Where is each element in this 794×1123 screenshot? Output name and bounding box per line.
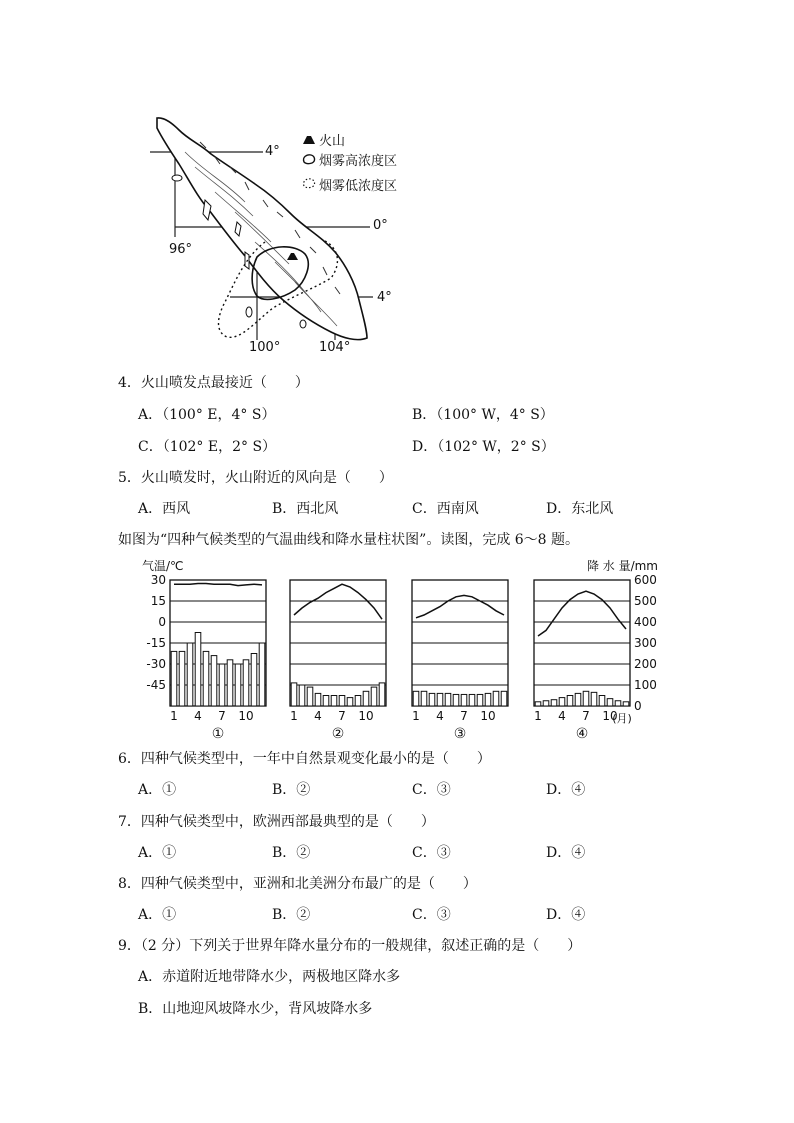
precip-bar xyxy=(291,683,297,706)
precip-tick-label: 400 xyxy=(634,615,657,629)
climate-intro: 如图为“四种气候类型的气温曲线和降水量柱状图”。读图，完成 6～8 题。 xyxy=(118,532,580,548)
precip-bar xyxy=(235,664,241,706)
precip-bar xyxy=(543,701,549,706)
q7-option-c[interactable]: C．③ xyxy=(412,845,451,861)
precip-bar xyxy=(623,702,629,706)
label-lon-104: 104° xyxy=(319,340,351,355)
precip-bar xyxy=(559,698,565,706)
temp-tick-label: 15 xyxy=(150,594,166,608)
sumatra-map xyxy=(145,112,435,357)
precip-bar xyxy=(179,651,185,706)
precip-tick-label: 500 xyxy=(634,594,657,608)
high-smog-legend-icon xyxy=(301,152,317,166)
precip-bar xyxy=(583,691,589,706)
precip-bar xyxy=(371,687,377,706)
q4-option-d[interactable]: D．（102° W，2° S） xyxy=(412,439,555,455)
panel-label: ② xyxy=(331,726,345,742)
q9-option-b[interactable]: B．山地迎风坡降水少，背风坡降水多 xyxy=(138,1001,373,1017)
month-tick-label: 7 xyxy=(338,709,346,723)
precip-bar xyxy=(315,693,321,706)
precip-bar xyxy=(429,693,435,706)
month-tick-label: 1 xyxy=(290,709,298,723)
precip-bar xyxy=(413,691,419,706)
label-lon-96: 96° xyxy=(169,242,193,257)
precip-bar xyxy=(477,694,483,706)
month-tick-label: 7 xyxy=(460,709,468,723)
legend-high-smog: 烟雾高浓度区 xyxy=(319,154,398,169)
climate-chart-svg xyxy=(140,556,660,742)
precip-bar xyxy=(259,643,265,706)
precip-bar xyxy=(299,685,305,706)
q4-option-c[interactable]: C．（102° E，2° S） xyxy=(138,439,277,455)
right-axis-title: 降 水 量/mm xyxy=(586,559,658,573)
month-tick-label: 4 xyxy=(436,709,444,723)
precip-bar xyxy=(251,654,257,707)
precip-bar xyxy=(211,656,217,706)
precip-bar xyxy=(243,660,249,706)
q6-option-b[interactable]: B．② xyxy=(272,782,311,798)
q9-option-a[interactable]: A．赤道附近地带降水少，两极地区降水多 xyxy=(138,969,401,985)
panel-label: ④ xyxy=(575,726,589,742)
precip-bar xyxy=(575,693,581,706)
q5-option-b[interactable]: B．西北风 xyxy=(272,501,339,517)
temp-tick-label: -30 xyxy=(146,657,166,671)
panel-label: ① xyxy=(211,726,225,742)
q4-option-b[interactable]: B．（100° W，4° S） xyxy=(412,407,554,423)
label-lon-100: 100° xyxy=(249,340,281,355)
q6-option-a[interactable]: A．① xyxy=(138,782,177,798)
q7-option-a[interactable]: A．① xyxy=(138,845,177,861)
q6-option-d[interactable]: D．④ xyxy=(546,782,586,798)
precip-bar xyxy=(355,696,361,707)
precip-bar xyxy=(469,694,475,706)
precip-bar xyxy=(171,651,177,706)
precip-bar xyxy=(421,691,427,706)
precip-bar xyxy=(485,693,491,706)
precip-bar xyxy=(607,699,613,706)
q8-option-a[interactable]: A．① xyxy=(138,907,177,923)
precip-bar xyxy=(551,700,557,706)
precip-tick-label: 300 xyxy=(634,636,657,650)
q4-option-a[interactable]: A．（100° E，4° S） xyxy=(138,407,276,423)
precip-bar xyxy=(615,701,621,706)
month-tick-label: 1 xyxy=(534,709,542,723)
month-tick-label: 1 xyxy=(412,709,420,723)
q5-option-c[interactable]: C．西南风 xyxy=(412,501,479,517)
precip-bar xyxy=(501,691,507,706)
q8-option-b[interactable]: B．② xyxy=(272,907,311,923)
q6-option-c[interactable]: C．③ xyxy=(412,782,451,798)
left-axis-title: 气温/℃ xyxy=(142,559,184,573)
q8-option-d[interactable]: D．④ xyxy=(546,907,586,923)
month-tick-label: 4 xyxy=(194,709,202,723)
label-lat-0: 0° xyxy=(373,218,388,233)
temp-tick-label: -45 xyxy=(146,678,166,692)
month-tick-label: 10 xyxy=(238,709,254,723)
precip-bar xyxy=(379,683,385,706)
month-tick-label: 4 xyxy=(314,709,322,723)
precip-bar xyxy=(363,691,369,706)
precip-bar xyxy=(591,692,597,706)
precip-bar xyxy=(203,651,209,706)
temp-tick-label: 30 xyxy=(150,573,166,587)
question-7-stem: 7．四种气候类型中，欧洲西部最典型的是（ ） xyxy=(118,814,435,830)
month-tick-label: 1 xyxy=(170,709,178,723)
precip-tick-label: 600 xyxy=(634,573,657,587)
precip-bar xyxy=(339,696,345,707)
precip-bar xyxy=(331,696,337,707)
precip-bar xyxy=(219,664,225,706)
month-tick-label: 10 xyxy=(602,709,618,723)
precip-bar xyxy=(227,660,233,706)
precip-bar xyxy=(535,702,541,706)
question-9-stem: 9．（2 分）下列关于世界年降水量分布的一般规律，叙述正确的是（ ） xyxy=(118,938,582,954)
month-tick-label: 7 xyxy=(582,709,590,723)
month-tick-label: 10 xyxy=(358,709,374,723)
precip-tick-label: 100 xyxy=(634,678,657,692)
low-smog-legend-icon xyxy=(301,176,317,190)
precip-bar xyxy=(347,698,353,706)
climate-chart xyxy=(140,556,660,742)
legend-low-smog: 烟雾低浓度区 xyxy=(319,179,398,194)
question-6-stem: 6．四种气候类型中，一年中自然景观变化最小的是（ ） xyxy=(118,751,491,767)
map-graphic xyxy=(145,112,435,357)
precip-bar xyxy=(445,693,451,706)
q7-option-b[interactable]: B．② xyxy=(272,845,311,861)
precip-tick-label: 0 xyxy=(634,699,642,713)
q7-option-d[interactable]: D．④ xyxy=(546,845,586,861)
q5-option-d[interactable]: D．东北风 xyxy=(546,501,614,517)
precip-bar xyxy=(187,643,193,706)
precip-bar xyxy=(493,691,499,706)
precip-bar xyxy=(599,696,605,707)
precip-bar xyxy=(195,633,201,707)
month-tick-label: 10 xyxy=(480,709,496,723)
label-lat-4n: 4° xyxy=(265,144,280,159)
precip-bar xyxy=(461,694,467,706)
precip-tick-label: 200 xyxy=(634,657,657,671)
temp-tick-label: 0 xyxy=(158,615,166,629)
question-5-stem: 5．火山喷发时，火山附近的风向是（ ） xyxy=(118,470,393,486)
question-4-stem: 4．火山喷发点最接近（ ） xyxy=(118,375,309,391)
q5-option-a[interactable]: A．西风 xyxy=(138,501,191,517)
q8-option-c[interactable]: C．③ xyxy=(412,907,451,923)
precip-bar xyxy=(567,696,573,707)
volcano-legend-icon xyxy=(301,134,317,146)
precip-bar xyxy=(453,694,459,706)
month-tick-label: 4 xyxy=(558,709,566,723)
label-lat-4s: 4° xyxy=(377,290,392,305)
legend-volcano: 火山 xyxy=(319,134,346,149)
month-tick-label: 7 xyxy=(218,709,226,723)
precip-bar xyxy=(437,693,443,706)
panel-label: ③ xyxy=(453,726,467,742)
temp-tick-label: -15 xyxy=(146,636,166,650)
month-unit-label: (月) xyxy=(612,712,632,725)
precip-bar xyxy=(323,696,329,707)
question-8-stem: 8．四种气候类型中，亚洲和北美洲分布最广的是（ ） xyxy=(118,876,477,892)
precip-bar xyxy=(307,687,313,706)
